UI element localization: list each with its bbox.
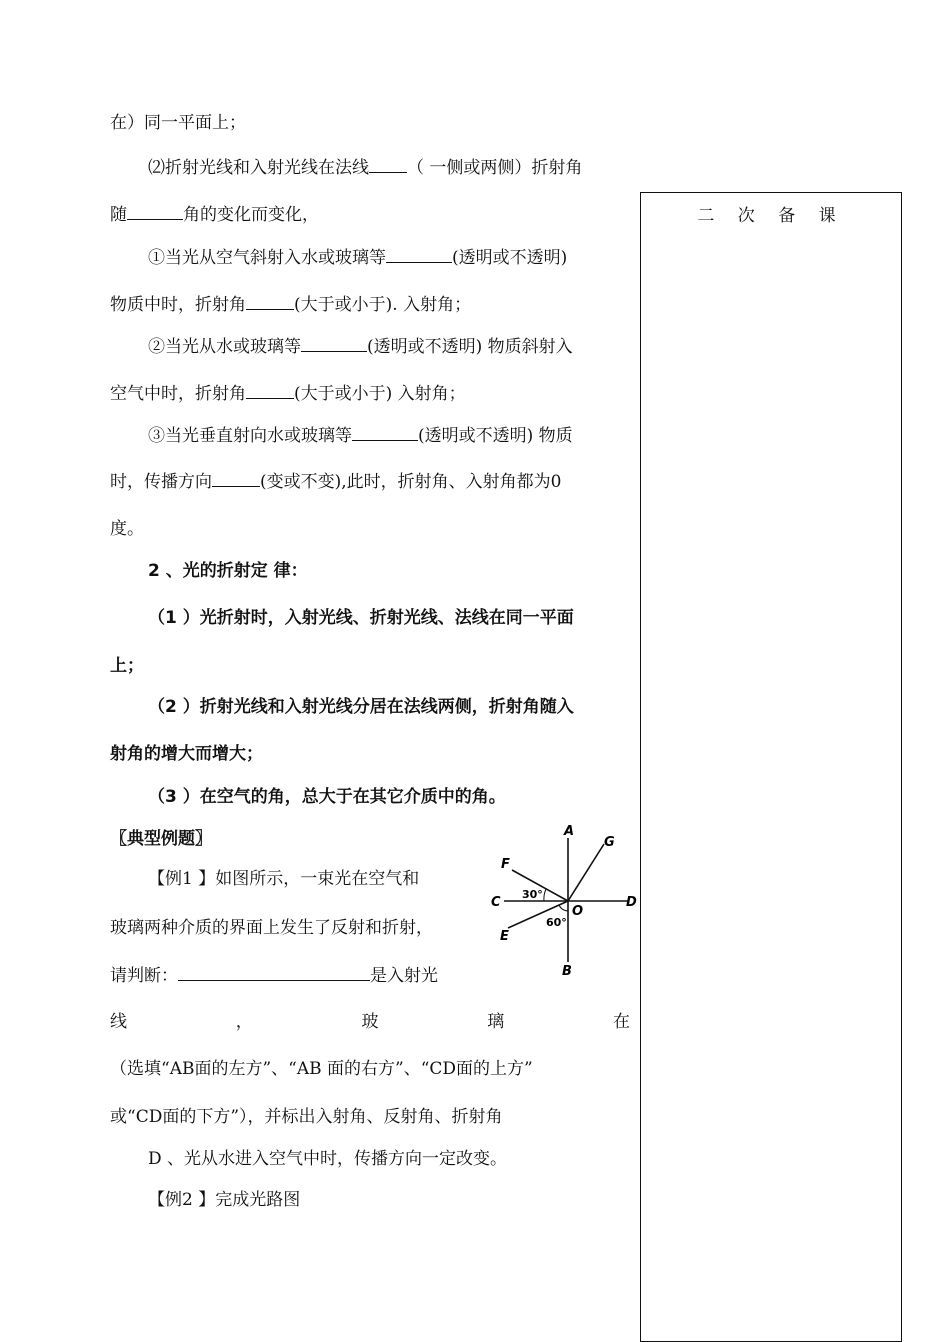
text-line: 随 角的变化而变化， xyxy=(110,205,319,225)
fill-blank[interactable] xyxy=(212,470,260,487)
text-line: ③当光垂直射向水或玻璃等 (透明或不透明) 物质 xyxy=(148,426,573,446)
text-line: 请判断： 是入射光 xyxy=(110,966,438,986)
fill-blank[interactable] xyxy=(246,382,294,399)
text-line: ①当光从空气斜射入水或玻璃等 (透明或不透明) xyxy=(148,248,568,268)
angle-label-bottom: 60° xyxy=(546,916,567,929)
text-line: 【例2 】完成光路图 xyxy=(148,1190,301,1210)
text-line: ②当光从水或玻璃等 (透明或不透明) 物质斜射入 xyxy=(148,337,573,357)
fill-blank[interactable] xyxy=(352,424,418,441)
angle-arc-bottom xyxy=(559,905,568,911)
fill-blank[interactable] xyxy=(246,293,294,310)
label-c: C xyxy=(491,895,501,910)
fill-blank[interactable] xyxy=(386,246,452,263)
spread-line: 线 ， 玻 璃 在 xyxy=(110,1012,630,1032)
angle-arc-top xyxy=(544,889,546,901)
label-f: F xyxy=(501,857,510,872)
text-line: ⑵折射光线和入射光线在法线 （ 一侧或两侧）折射角 xyxy=(148,158,583,178)
text-line: 【例1 】如图所示，一束光在空气和 xyxy=(148,869,420,889)
law-line: 上； xyxy=(110,656,144,676)
section-heading: 2 、光的折射定 律： xyxy=(148,561,308,581)
law-line: （3 ）在空气的角，总大于在其它介质中的角。 xyxy=(148,787,506,807)
fill-blank[interactable] xyxy=(127,203,183,220)
ray-og xyxy=(568,844,604,901)
angle-label-top: 30° xyxy=(522,888,543,901)
label-e: E xyxy=(500,929,509,944)
label-b: B xyxy=(562,964,572,979)
text-line: 时，传播方向 (变或不变),此时，折射角、入射角都为0 xyxy=(110,472,562,492)
refraction-diagram xyxy=(488,820,643,982)
fill-blank[interactable] xyxy=(301,335,367,352)
label-o: O xyxy=(572,904,584,919)
sidebar-box xyxy=(640,192,902,1342)
label-a: A xyxy=(564,824,575,839)
law-line: （1 ）光折射时，入射光线、折射光线、法线在同一平面 xyxy=(148,608,574,628)
examples-heading: 〖典型例题〗 xyxy=(110,829,212,849)
text-line: D 、光从水进入空气中时，传播方向一定改变。 xyxy=(148,1149,508,1169)
sidebar-title: 二 次 备 课 xyxy=(697,206,845,226)
label-g: G xyxy=(604,835,615,850)
law-line: 射角的增大而增大； xyxy=(110,744,263,764)
label-d: D xyxy=(626,895,637,910)
text-line: 在）同一平面上； xyxy=(110,113,246,133)
text-line: 空气中时，折射角 (大于或小于) 入射角； xyxy=(110,384,466,404)
text-line: 物质中时，折射角 (大于或小于). 入射角； xyxy=(110,295,472,315)
text-line: 度。 xyxy=(110,519,144,539)
fill-blank[interactable] xyxy=(178,964,370,981)
law-line: （2 ）折射光线和入射光线分居在法线两侧，折射角随入 xyxy=(148,697,574,717)
text-line: （选填“AB面的左方”、“AB 面的右方”、“CD面的上方” xyxy=(110,1059,533,1079)
text-line: 玻璃两种介质的界面上发生了反射和折射， xyxy=(110,918,433,938)
text-line: 或“CD面的下方”），并标出入射角、反射角、折射角 xyxy=(110,1107,503,1127)
fill-blank[interactable] xyxy=(369,156,407,173)
